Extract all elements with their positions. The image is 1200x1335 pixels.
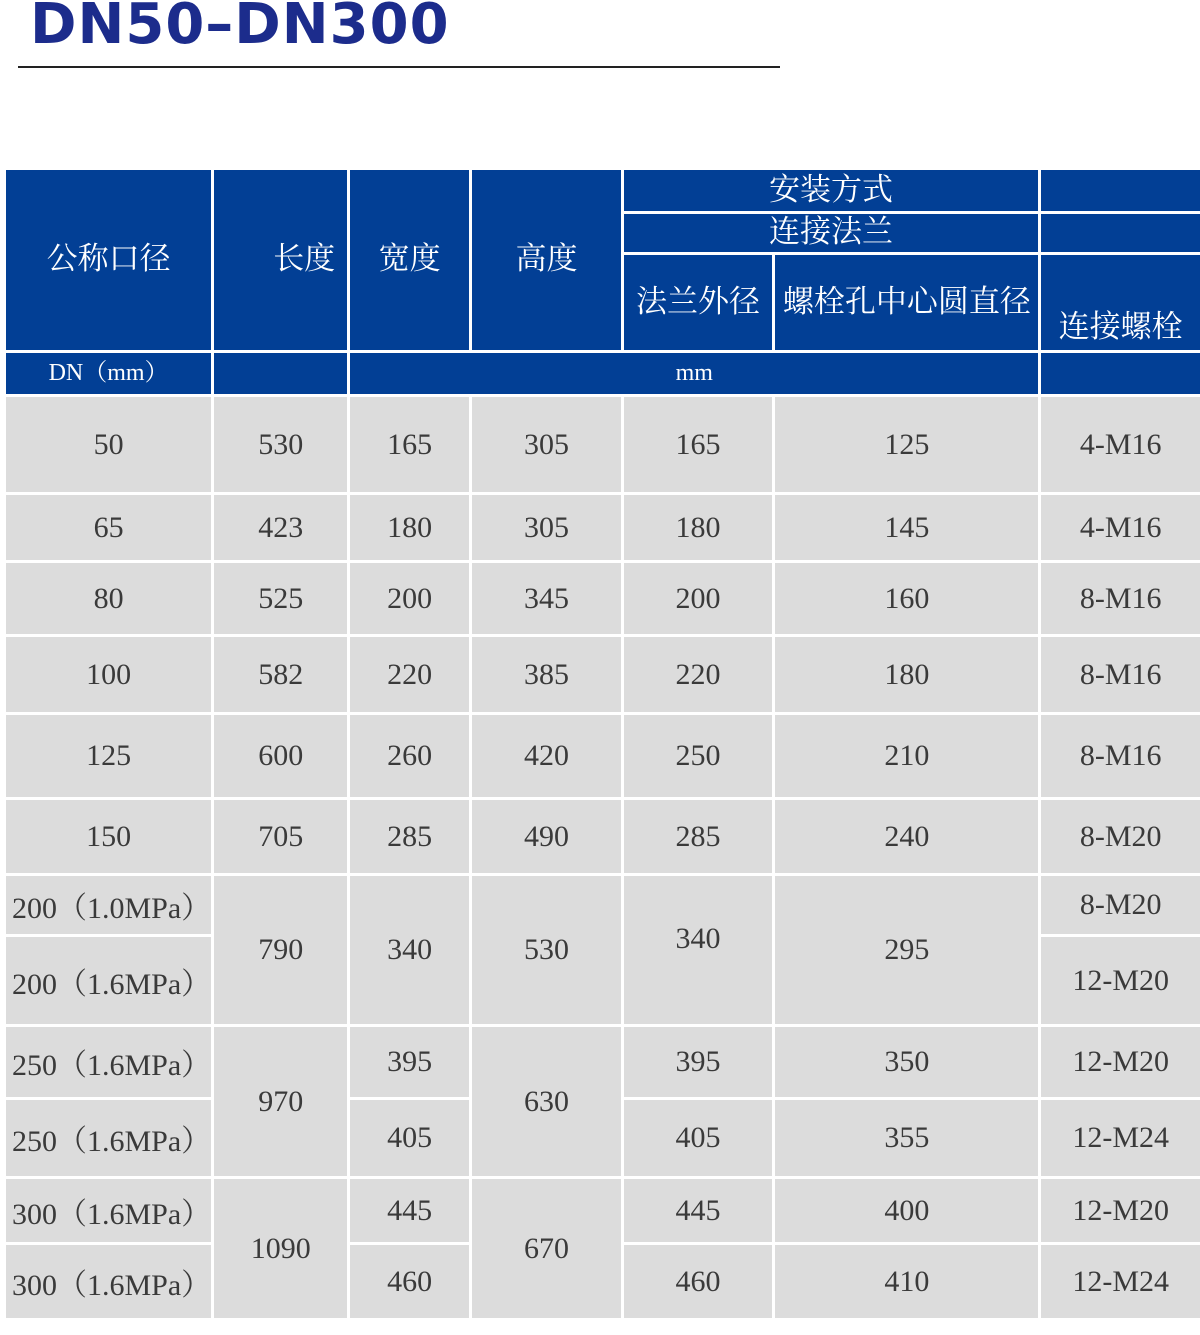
cell-width: 180: [350, 495, 469, 560]
cell-height: 305: [472, 495, 621, 560]
cell-bolt-circle: 400: [775, 1179, 1038, 1242]
cell-dn: 50: [6, 397, 211, 492]
cell-width: 445: [350, 1179, 469, 1242]
cell-bolt: 12-M24: [1041, 1100, 1200, 1176]
cell-flange-od: 200: [624, 563, 773, 634]
cell-width: 340: [350, 876, 469, 1024]
cell-width: 395: [350, 1027, 469, 1097]
header-unit-blank-2: [1041, 353, 1200, 394]
cell-height: 490: [472, 800, 621, 873]
cell-height: 420: [472, 715, 621, 797]
table-row: [6, 1179, 1200, 1242]
cell-width: 460: [350, 1245, 469, 1318]
cell-width: 260: [350, 715, 469, 797]
header-width: 宽度: [350, 170, 469, 350]
cell-flange-od: 395: [624, 1027, 773, 1097]
cell-bolt: 12-M20: [1041, 937, 1200, 1024]
cell-bolt-circle: 240: [775, 800, 1038, 873]
cell-height: 530: [472, 876, 621, 1024]
cell-width: 285: [350, 800, 469, 873]
cell-length: 970: [214, 1027, 347, 1176]
cell-length: 705: [214, 800, 347, 873]
cell-width: 165: [350, 397, 469, 492]
cell-bolt-circle: 180: [775, 637, 1038, 712]
cell-bolt: 8-M16: [1041, 563, 1200, 634]
cell-bolt-circle: 410: [775, 1245, 1038, 1318]
page-title: DN50–DN300: [30, 0, 450, 57]
cell-dn: 150: [6, 800, 211, 873]
cell-height: 385: [472, 637, 621, 712]
cell-height: 670: [472, 1179, 621, 1318]
cell-bolt-circle: 350: [775, 1027, 1038, 1097]
cell-height: 630: [472, 1027, 621, 1176]
cell-bolt: 8-M16: [1041, 637, 1200, 712]
cell-dn: 300（1.6MPa）: [6, 1245, 211, 1318]
cell-bolt-circle: 145: [775, 495, 1038, 560]
cell-bolt: 8-M16: [1041, 715, 1200, 797]
table-row: [6, 800, 1200, 873]
cell-length: 600: [214, 715, 347, 797]
header-height: 高度: [472, 170, 621, 350]
cell-length: 1090: [214, 1179, 347, 1318]
cell-flange-od: 165: [624, 397, 773, 492]
table-row: [6, 876, 1200, 934]
table-row: [6, 495, 1200, 560]
cell-dn: 80: [6, 563, 211, 634]
header-install-method: 安装方式: [624, 170, 1039, 211]
cell-bolt: 8-M20: [1041, 876, 1200, 934]
header-connect-flange: 连接法兰: [624, 214, 1039, 252]
header-nominal-diameter: 公称口径: [6, 170, 211, 350]
cell-dn: 250（1.6MPa）: [6, 1100, 211, 1176]
cell-length: 525: [214, 563, 347, 634]
cell-flange-od: 220: [624, 637, 773, 712]
table-row: [6, 563, 1200, 634]
cell-bolt: 12-M24: [1041, 1245, 1200, 1318]
cell-dn: 250（1.6MPa）: [6, 1027, 211, 1097]
cell-dn: 200（1.0MPa）: [6, 876, 211, 934]
cell-flange-od: 445: [624, 1179, 773, 1242]
cell-flange-od: 285: [624, 800, 773, 873]
cell-height: 345: [472, 563, 621, 634]
cell-dn: 65: [6, 495, 211, 560]
cell-dn: 125: [6, 715, 211, 797]
cell-length: 423: [214, 495, 347, 560]
cell-width: 405: [350, 1100, 469, 1176]
table-row: [6, 637, 1200, 712]
cell-height: 305: [472, 397, 621, 492]
header-bolt-circle: 螺栓孔中心圆直径: [775, 255, 1038, 350]
cell-bolt: 12-M20: [1041, 1179, 1200, 1242]
cell-length: 582: [214, 637, 347, 712]
header-mm-unit: mm: [350, 353, 1038, 394]
cell-bolt: 4-M16: [1041, 495, 1200, 560]
cell-bolt: 12-M20: [1041, 1027, 1200, 1097]
cell-flange-od: 250: [624, 715, 773, 797]
cell-bolt-circle: 125: [775, 397, 1038, 492]
spec-table: [3, 167, 1200, 1321]
cell-dn: 100: [6, 637, 211, 712]
header-unit-blank: [214, 353, 347, 394]
table-row: [6, 1027, 1200, 1097]
cell-bolt: 4-M16: [1041, 397, 1200, 492]
cell-width: 220: [350, 637, 469, 712]
cell-flange-od: 460: [624, 1245, 773, 1318]
cell-length: 790: [214, 876, 347, 1024]
header-blank-2: [1041, 214, 1200, 252]
cell-flange-od: 180: [624, 495, 773, 560]
header-flange-od: 法兰外径: [624, 255, 773, 350]
cell-flange-od: 340: [624, 876, 773, 1024]
header-connect-bolt: 连接螺栓: [1041, 255, 1200, 350]
table-row: [6, 715, 1200, 797]
cell-flange-od: 405: [624, 1100, 773, 1176]
cell-width: 200: [350, 563, 469, 634]
header-dn-unit: DN（mm）: [6, 353, 211, 394]
header-blank-1: [1041, 170, 1200, 211]
cell-bolt: 8-M20: [1041, 800, 1200, 873]
cell-dn: 200（1.6MPa）: [6, 937, 211, 1024]
cell-bolt-circle: 210: [775, 715, 1038, 797]
cell-bolt-circle: 160: [775, 563, 1038, 634]
cell-dn: 300（1.6MPa）: [6, 1179, 211, 1242]
cell-length: 530: [214, 397, 347, 492]
table-row: [6, 397, 1200, 492]
header-length: 长度: [214, 170, 347, 350]
title-divider: [18, 66, 780, 68]
cell-bolt-circle: 355: [775, 1100, 1038, 1176]
cell-bolt-circle: 295: [775, 876, 1038, 1024]
